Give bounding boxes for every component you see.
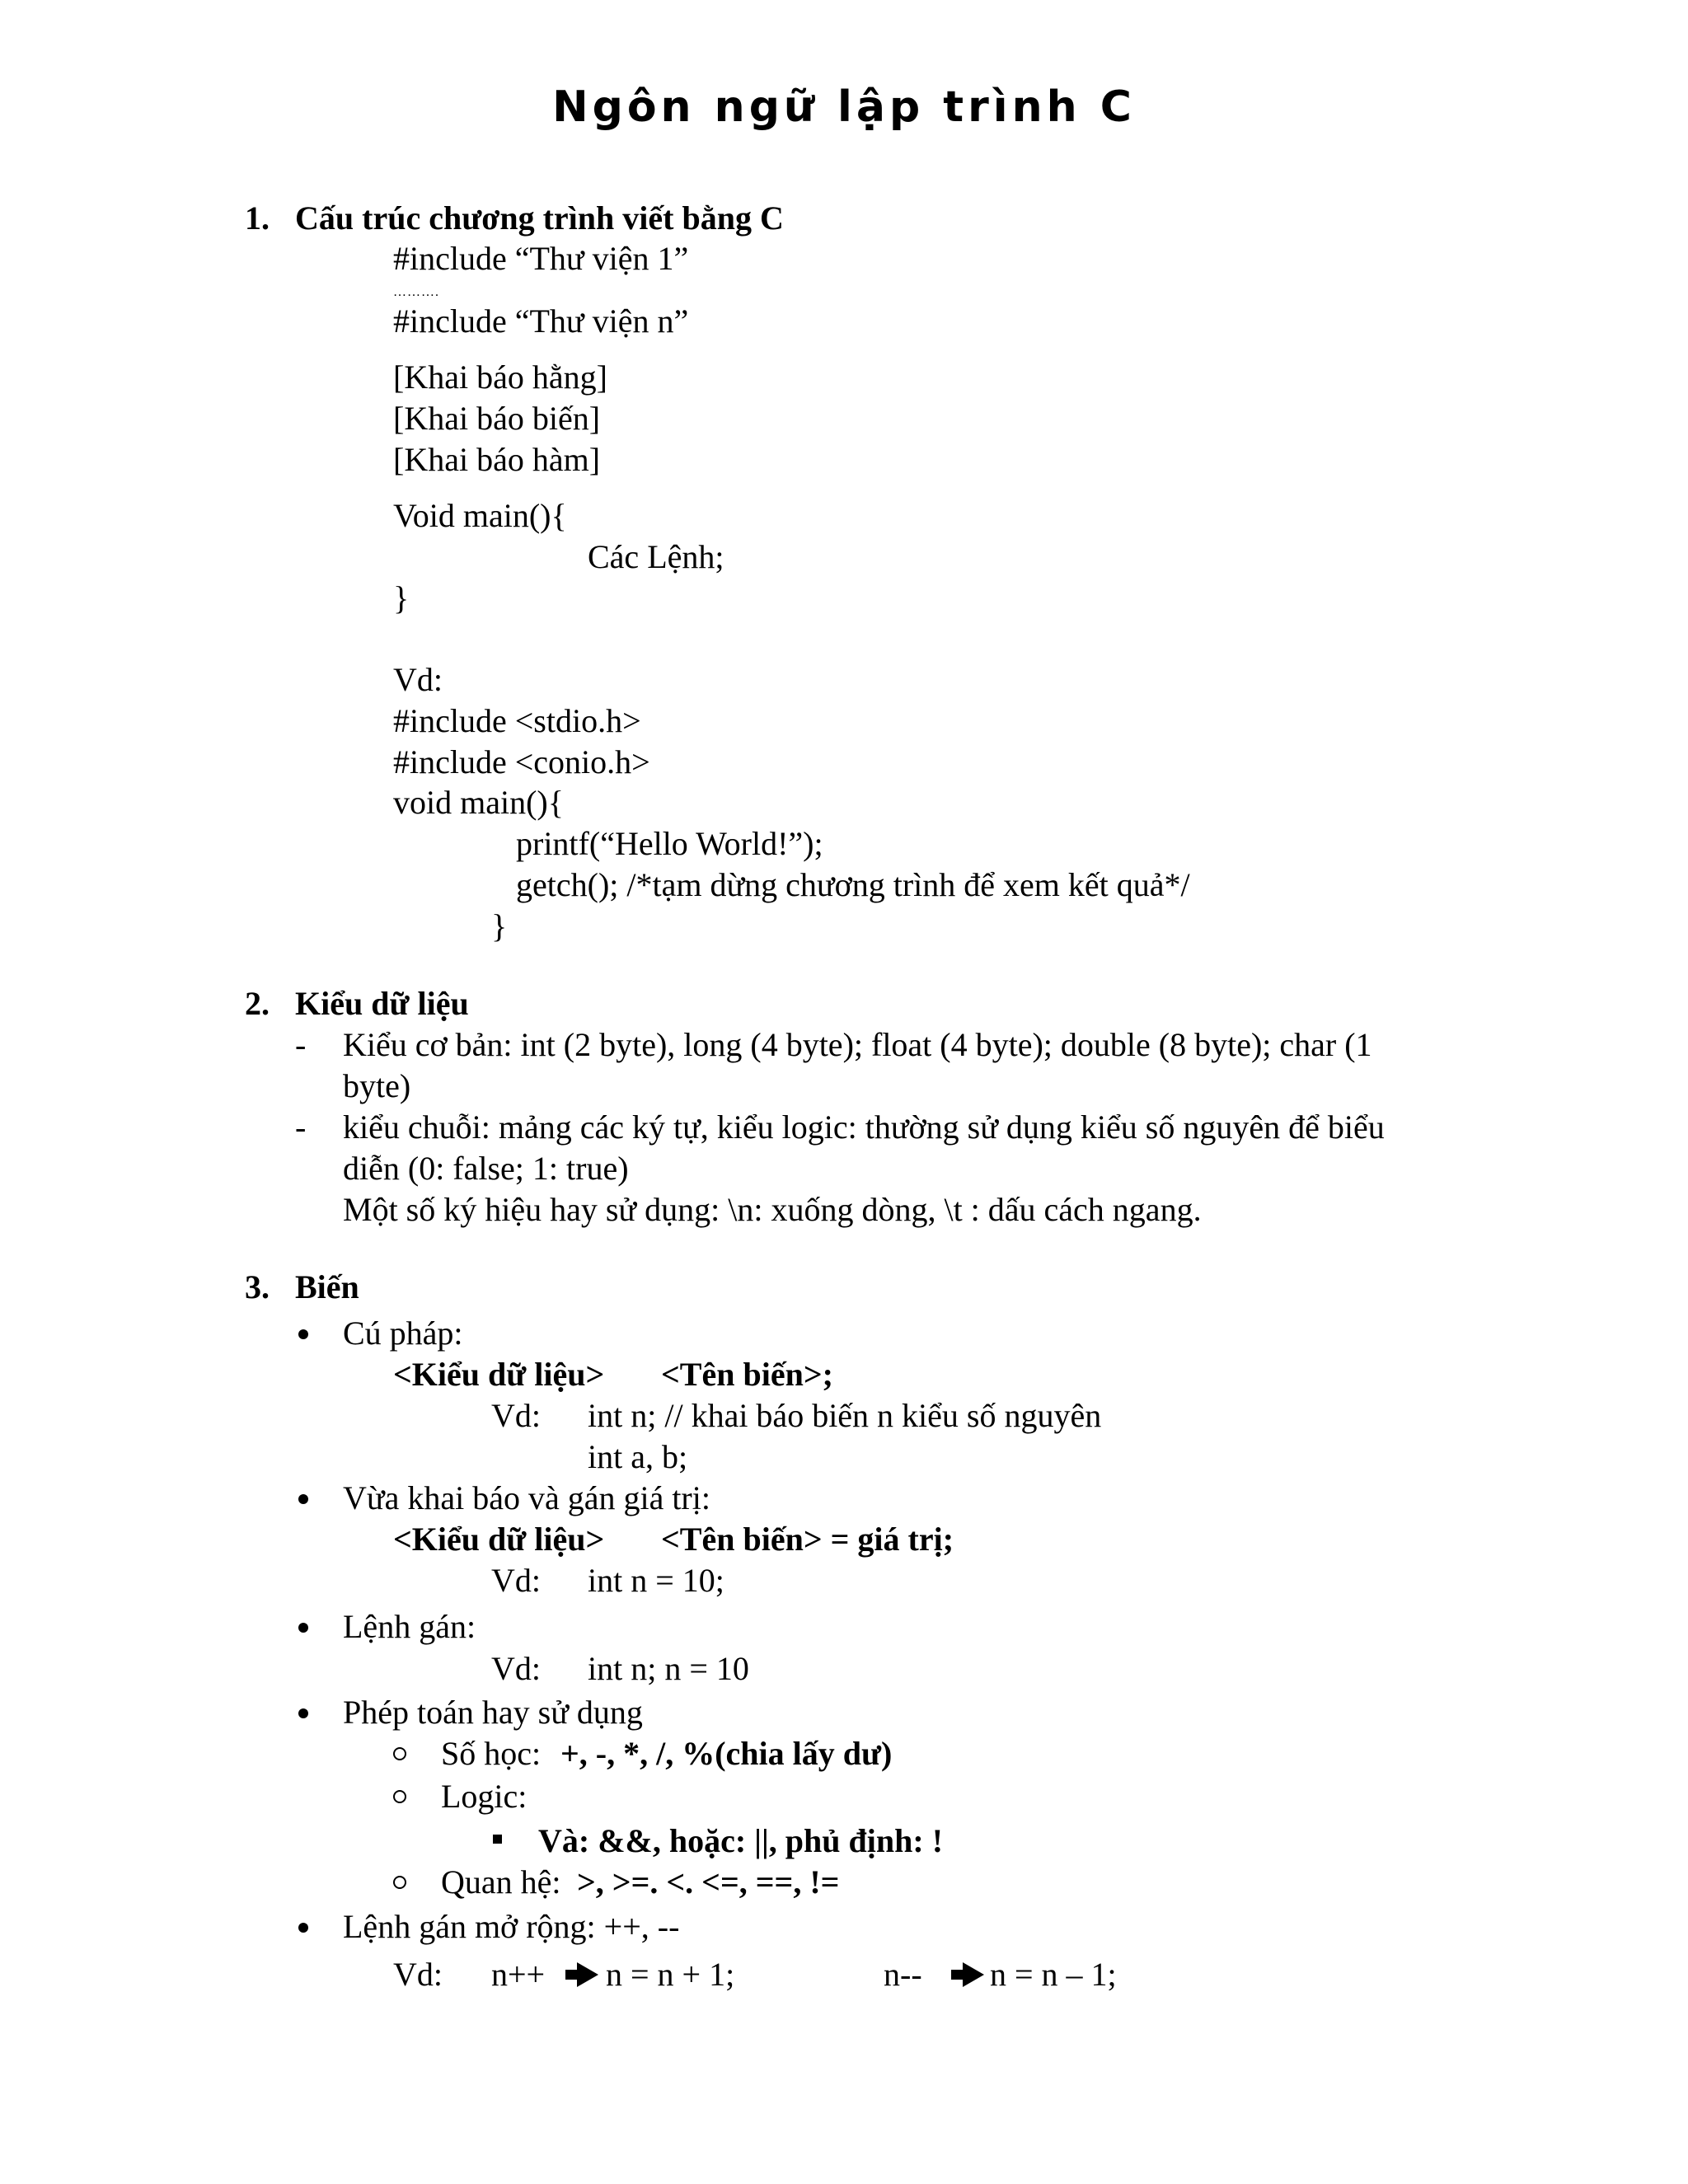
- string-logic-line2: diễn (0: false; 1: true): [343, 1150, 629, 1187]
- logic-label: Logic:: [441, 1778, 528, 1815]
- dash-marker: -: [295, 1026, 307, 1063]
- code-main-close: }: [393, 579, 410, 616]
- code-void-main: void main(){: [393, 784, 564, 821]
- decrement-expr: n--: [884, 1956, 922, 1993]
- page-title: Ngôn ngữ lập trình C: [552, 82, 1136, 132]
- square-bullet-icon: [493, 1835, 502, 1844]
- bullet-icon: [298, 1329, 308, 1339]
- example-label: Vd:: [491, 1650, 541, 1687]
- syntax-name: <Tên biến>;: [661, 1356, 833, 1393]
- declare-assign-label: Vừa khai báo và gán giá trị:: [343, 1479, 710, 1516]
- syntax-type: <Kiểu dữ liệu>: [393, 1356, 605, 1393]
- circle-bullet-icon: [393, 1876, 406, 1889]
- code-include-conio: #include <conio.h>: [393, 743, 650, 780]
- basic-types-line2: byte): [343, 1067, 411, 1104]
- example-declare-n: int n; // khai báo biến n kiểu số nguyên: [588, 1397, 1102, 1434]
- syntax2-name-value: <Tên biến> = giá trị;: [661, 1521, 954, 1558]
- code-cac-lenh: Các Lệnh;: [588, 538, 724, 575]
- circle-bullet-icon: [393, 1747, 406, 1760]
- string-logic-line1: kiểu chuỗi: mảng các ký tự, kiểu logic: thường sử dụng kiểu số nguyên để biểu: [343, 1108, 1385, 1146]
- code-khai-bao-hang: [Khai báo hằng]: [393, 359, 607, 396]
- code-ellipsis: ……….: [393, 285, 439, 299]
- operators-label: Phép toán hay sử dụng: [343, 1694, 643, 1731]
- code-khai-bao-ham: [Khai báo hàm]: [393, 441, 601, 478]
- syntax2-type: <Kiểu dữ liệu>: [393, 1521, 605, 1558]
- example-label: Vd:: [491, 1562, 541, 1599]
- arithmetic-operators: +, -, *, /, %(chia lấy dư): [560, 1735, 893, 1772]
- code-khai-bao-bien: [Khai báo biến]: [393, 400, 601, 437]
- example-declare-ab: int a, b;: [588, 1438, 688, 1475]
- example-label: Vd:: [393, 661, 443, 698]
- bullet-icon: [298, 1708, 308, 1718]
- assignment-label: Lệnh gán:: [343, 1608, 476, 1645]
- escape-symbols-line: Một số ký hiệu hay sử dụng: \n: xuống dòng, \t : dấu cách ngang.: [343, 1191, 1202, 1228]
- section-3-number: 3.: [245, 1268, 270, 1305]
- compound-assign-label: Lệnh gán mở rộng: ++, --: [343, 1908, 680, 1945]
- example-label: Vd:: [393, 1956, 443, 1993]
- arithmetic-label: Số học:: [441, 1735, 542, 1772]
- circle-bullet-icon: [393, 1790, 406, 1803]
- example-assign: int n; n = 10: [588, 1650, 749, 1687]
- code-printf: printf(“Hello World!”);: [516, 825, 823, 862]
- bullet-icon: [298, 1494, 308, 1504]
- section-2-heading: Kiểu dữ liệu: [295, 985, 469, 1022]
- logic-operators: Và: &&, hoặc: ||, phủ định: !: [538, 1822, 944, 1859]
- code-include-stdio: #include <stdio.h>: [393, 702, 641, 739]
- increment-expr: n++: [491, 1956, 546, 1993]
- bullet-icon: [298, 1923, 308, 1933]
- increment-equivalent: n = n + 1;: [606, 1956, 735, 1993]
- code-getch: getch(); /*tạm dừng chương trình để xem kết quả*/: [516, 866, 1190, 903]
- section-1-number: 1.: [245, 199, 270, 237]
- syntax-label: Cú pháp:: [343, 1315, 463, 1352]
- dash-marker: -: [295, 1108, 307, 1146]
- code-include-lib1: #include “Thư viện 1”: [393, 240, 689, 277]
- basic-types-line1: Kiểu cơ bản: int (2 byte), long (4 byte); float (4 byte); double (8 byte); char (1: [343, 1026, 1372, 1063]
- decrement-equivalent: n = n – 1;: [990, 1956, 1117, 1993]
- code-close-brace: }: [491, 907, 508, 944]
- section-1-heading: Cấu trúc chương trình viết bằng C: [295, 199, 784, 237]
- bullet-icon: [298, 1623, 308, 1633]
- section-2-number: 2.: [245, 985, 270, 1022]
- section-3-heading: Biến: [295, 1268, 359, 1305]
- arrow-right-icon: [577, 1962, 598, 1987]
- example-label: Vd:: [491, 1397, 541, 1434]
- example-init: int n = 10;: [588, 1562, 724, 1599]
- code-main-open: Void main(){: [393, 497, 567, 534]
- relational-operators: >, >=. <. <=, ==, !=: [577, 1863, 840, 1900]
- relational-label: Quan hệ:: [441, 1863, 561, 1900]
- code-include-libn: #include “Thư viện n”: [393, 302, 689, 340]
- arrow-right-icon: [963, 1962, 984, 1987]
